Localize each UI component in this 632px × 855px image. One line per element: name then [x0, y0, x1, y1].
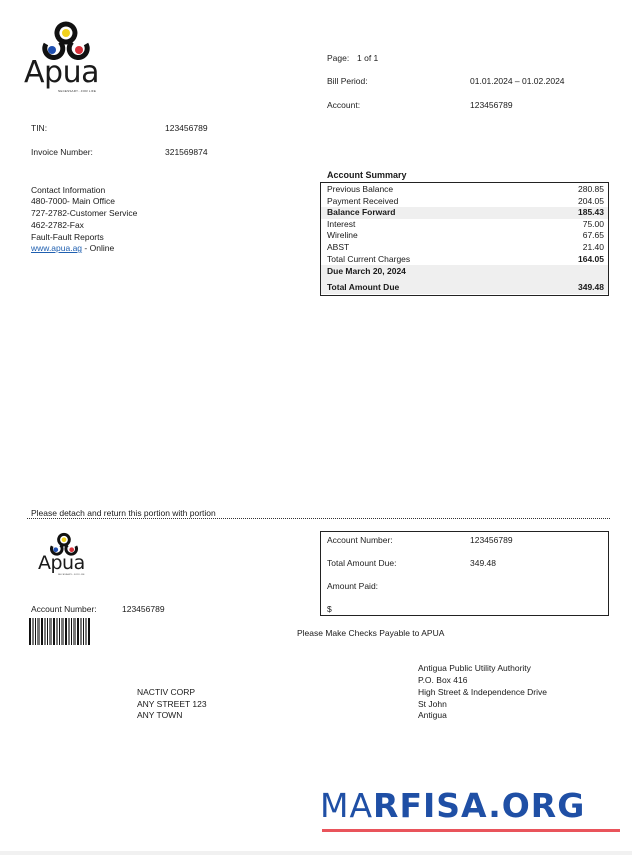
summary-value: 204.05: [578, 195, 604, 206]
stub-account-number-value: 123456789: [122, 604, 165, 614]
barcode: [29, 618, 105, 645]
detach-instruction: Please detach and return this portion with portion: [31, 508, 216, 518]
contact-line-customer-service: 727-2782-Customer Service: [31, 208, 138, 218]
contact-title: Contact Information: [31, 185, 106, 195]
summary-value: 164.05: [578, 253, 604, 264]
apua-tagline: NECESSARY...FOR LIFE: [58, 89, 97, 93]
apua-logo-small: [38, 532, 88, 580]
summary-label: Balance Forward: [327, 207, 396, 218]
apua-tagline-small: NECESSARY...FOR LIFE: [58, 574, 85, 576]
summary-value: 185.43: [578, 207, 604, 218]
marfisa-watermark: [320, 786, 585, 825]
utility-address-pobox: P.O. Box 416: [418, 675, 468, 685]
apua-wordmark-small: Apua: [38, 552, 85, 574]
summary-row-due-date: [321, 265, 608, 282]
stub-account-number-label: Account Number:: [31, 604, 97, 614]
page-value: 1 of 1: [357, 53, 379, 63]
summary-label: ABST: [327, 241, 350, 252]
utility-address-city: St John: [418, 699, 447, 709]
remit-account-number-label: Account Number:: [327, 535, 393, 545]
summary-label: Total Amount Due: [327, 282, 400, 293]
summary-value: 349.48: [578, 282, 604, 293]
customer-address-street: ANY STREET 123: [137, 699, 207, 709]
account-summary-title: Account Summary: [327, 170, 407, 180]
remit-amount-paid-label: Amount Paid:: [327, 581, 379, 591]
website-link[interactable]: www.apua.ag: [31, 243, 83, 253]
customer-address-name: NACTIV CORP: [137, 687, 196, 697]
apua-logo: [24, 20, 104, 96]
summary-value: 280.85: [578, 184, 604, 194]
bill-period-value: 01.01.2024 – 01.02.2024: [470, 76, 565, 86]
invoice-number-value: 321569874: [165, 147, 208, 157]
summary-row-balance-forward: [321, 207, 608, 219]
summary-label: Payment Received: [327, 195, 399, 206]
checks-payable-note: Please Make Checks Payable to APUA: [297, 628, 445, 638]
invoice-number-label: Invoice Number:: [31, 147, 93, 157]
account-summary-table: [320, 182, 609, 296]
summary-row-total-amount-due: [321, 282, 608, 294]
remit-amount-paid-field[interactable]: $: [327, 604, 332, 614]
watermark-underline: [322, 829, 620, 832]
summary-row-previous-balance: [321, 184, 608, 196]
watermark-light: MA: [320, 786, 374, 825]
website-suffix: - Online: [82, 243, 115, 253]
summary-row-payment-received: [321, 196, 608, 208]
summary-value: 21.40: [582, 241, 604, 252]
remit-total-due-value: 349.48: [470, 558, 496, 568]
remit-total-due-label: Total Amount Due:: [327, 558, 397, 568]
bill-period-label: Bill Period:: [327, 76, 368, 86]
summary-label: Interest: [327, 218, 356, 229]
utility-address-street: High Street & Independence Drive: [418, 687, 547, 697]
summary-label: Wireline: [327, 230, 358, 241]
tin-label: TIN:: [31, 123, 48, 133]
utility-address-country: Antigua: [418, 710, 447, 720]
summary-row-wireline: [321, 230, 608, 242]
page-bottom-edge: [0, 851, 632, 855]
remit-account-number-value: 123456789: [470, 535, 513, 545]
summary-row-abst: [321, 242, 608, 254]
contact-line-fault-reports: Fault-Fault Reports: [31, 232, 104, 242]
summary-label: Due March 20, 2024: [327, 266, 406, 277]
remittance-box: [320, 531, 609, 616]
account-value: 123456789: [470, 100, 513, 110]
apua-wordmark: Apua: [24, 55, 99, 90]
summary-label: Previous Balance: [327, 184, 394, 194]
watermark-bold: RFISA.ORG: [373, 786, 586, 825]
summary-label: Total Current Charges: [327, 253, 411, 264]
summary-row-interest: [321, 219, 608, 231]
summary-value: 67.65: [582, 230, 604, 241]
page-label: Page:: [327, 53, 350, 63]
tin-value: 123456789: [165, 123, 208, 133]
customer-address-town: ANY TOWN: [137, 710, 183, 720]
contact-line-main-office: 480-7000- Main Office: [31, 196, 115, 206]
detach-dotted-line: [27, 518, 610, 519]
contact-line-fax: 462-2782-Fax: [31, 220, 84, 230]
contact-website-line: [31, 243, 114, 253]
account-label: Account:: [327, 100, 361, 110]
utility-address-name: Antigua Public Utility Authority: [418, 663, 531, 673]
summary-value: 75.00: [582, 218, 604, 229]
summary-row-total-current-charges: [321, 254, 608, 266]
